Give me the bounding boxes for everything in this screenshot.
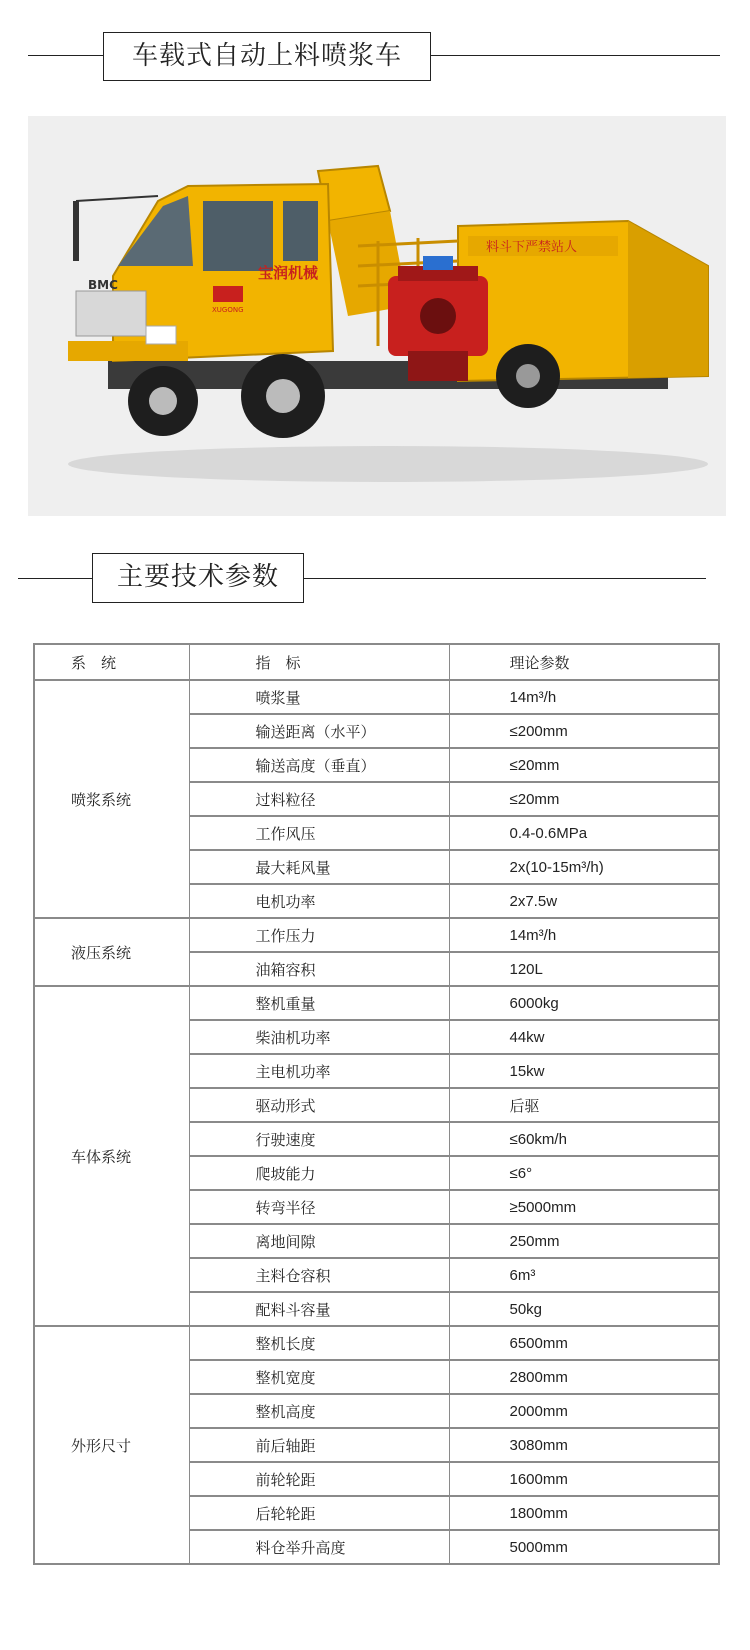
brand-text: 宝润机械: [258, 264, 319, 282]
indicator-cell: 工作压力: [189, 918, 449, 952]
indicator-cell: 转弯半径: [189, 1190, 449, 1224]
value-cell: 2x(10-15m³/h): [449, 850, 719, 884]
value-cell: 1600mm: [449, 1462, 719, 1496]
value-cell: 6000kg: [449, 986, 719, 1020]
value-cell: 250mm: [449, 1224, 719, 1258]
system-cell: 喷浆系统: [34, 680, 189, 918]
value-cell: 120L: [449, 952, 719, 986]
value-cell: 1800mm: [449, 1496, 719, 1530]
value-cell: ≥5000mm: [449, 1190, 719, 1224]
truck-cab: [68, 184, 333, 361]
section-title: 主要技术参数: [92, 553, 304, 603]
indicator-cell: 过料粒径: [189, 782, 449, 816]
value-cell: 6m³: [449, 1258, 719, 1292]
value-cell: ≤20mm: [449, 748, 719, 782]
indicator-cell: 爬坡能力: [189, 1156, 449, 1190]
page-title: 车载式自动上料喷浆车: [103, 32, 431, 81]
value-cell: 后驱: [449, 1088, 719, 1122]
system-cell: 外形尺寸: [34, 1326, 189, 1564]
indicator-cell: 驱动形式: [189, 1088, 449, 1122]
value-cell: 5000mm: [449, 1530, 719, 1564]
system-cell: 液压系统: [34, 918, 189, 986]
value-cell: ≤20mm: [449, 782, 719, 816]
table-header-row: [34, 644, 719, 680]
header-indicator: 指 标: [189, 644, 449, 680]
value-cell: 2x7.5w: [449, 884, 719, 918]
system-cell: 车体系统: [34, 986, 189, 1326]
indicator-cell: 配料斗容量: [189, 1292, 449, 1326]
indicator-cell: 柴油机功率: [189, 1020, 449, 1054]
spec-table: [33, 643, 720, 1565]
value-cell: 15kw: [449, 1054, 719, 1088]
value-cell: 6500mm: [449, 1326, 719, 1360]
value-cell: 2800mm: [449, 1360, 719, 1394]
indicator-cell: 前后轴距: [189, 1428, 449, 1462]
indicator-cell: 输送距离（水平）: [189, 714, 449, 748]
value-cell: ≤200mm: [449, 714, 719, 748]
value-cell: ≤6°: [449, 1156, 719, 1190]
warning-text: 料斗下严禁站人: [486, 240, 578, 255]
indicator-cell: 离地间隙: [189, 1224, 449, 1258]
value-cell: 14m³/h: [449, 918, 719, 952]
logo-text: XUGONG: [212, 306, 244, 314]
value-cell: 3080mm: [449, 1428, 719, 1462]
header-rule-right: [430, 55, 720, 56]
table-row: [34, 1326, 719, 1360]
indicator-cell: 输送高度（垂直）: [189, 748, 449, 782]
indicator-cell: 整机高度: [189, 1394, 449, 1428]
indicator-cell: 油箱容积: [189, 952, 449, 986]
indicator-cell: 整机重量: [189, 986, 449, 1020]
truck-illustration: [28, 116, 726, 516]
table-row: [34, 918, 719, 952]
indicator-cell: 主电机功率: [189, 1054, 449, 1088]
value-cell: ≤60km/h: [449, 1122, 719, 1156]
value-cell: 2000mm: [449, 1394, 719, 1428]
indicator-cell: 行驶速度: [189, 1122, 449, 1156]
spec-table-body: [34, 644, 719, 1564]
value-cell: 0.4-0.6MPa: [449, 816, 719, 850]
indicator-cell: 整机宽度: [189, 1360, 449, 1394]
table-row: [34, 680, 719, 714]
cab-badge: BMC: [88, 278, 118, 292]
indicator-cell: 整机长度: [189, 1326, 449, 1360]
table-row: [34, 986, 719, 1020]
header-system: 系 统: [34, 644, 189, 680]
indicator-cell: 主料仓容积: [189, 1258, 449, 1292]
indicator-cell: 电机功率: [189, 884, 449, 918]
indicator-cell: 前轮轮距: [189, 1462, 449, 1496]
value-cell: 44kw: [449, 1020, 719, 1054]
header-value: 理论参数: [449, 644, 719, 680]
product-photo: [28, 116, 726, 516]
indicator-cell: 最大耗风量: [189, 850, 449, 884]
indicator-cell: 喷浆量: [189, 680, 449, 714]
value-cell: 14m³/h: [449, 680, 719, 714]
indicator-cell: 料仓举升高度: [189, 1530, 449, 1564]
header-rule-left: [28, 55, 104, 56]
indicator-cell: 后轮轮距: [189, 1496, 449, 1530]
indicator-cell: 工作风压: [189, 816, 449, 850]
value-cell: 50kg: [449, 1292, 719, 1326]
section-rule-left: [18, 578, 93, 579]
section-rule-right: [304, 578, 706, 579]
